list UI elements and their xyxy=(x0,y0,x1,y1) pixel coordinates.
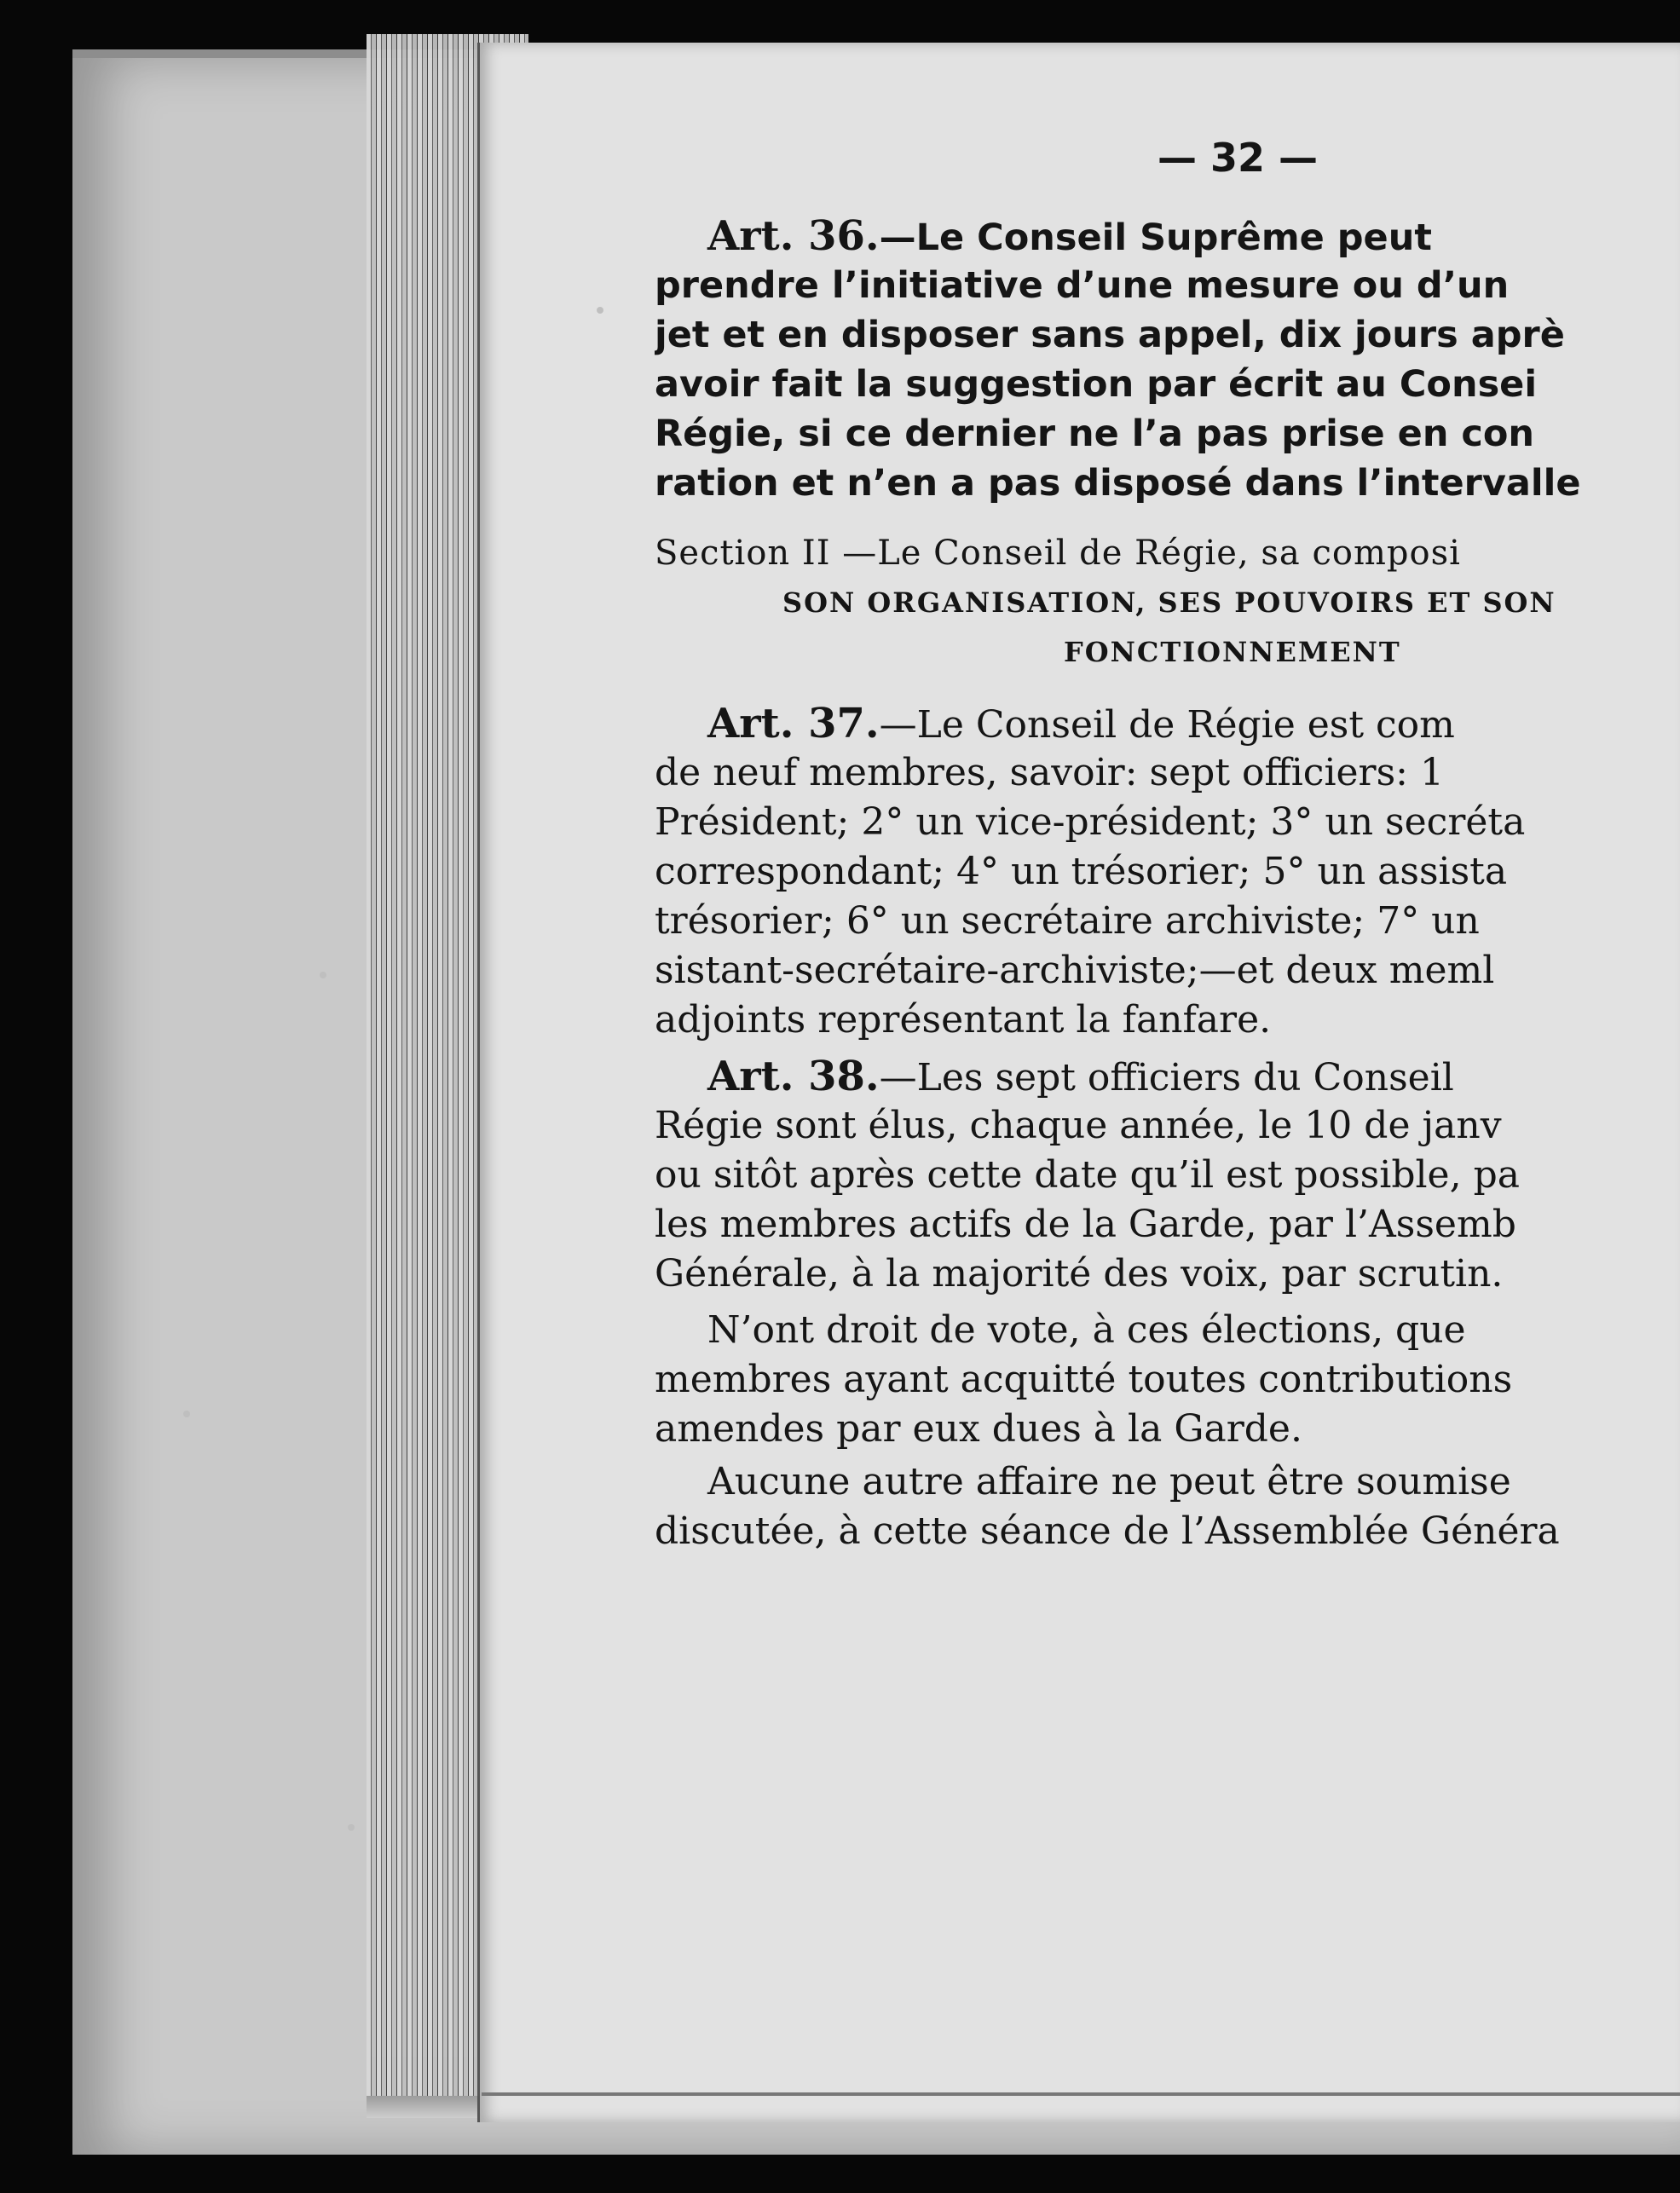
section-subtitle: FONCTIONNEMENT xyxy=(1064,636,1401,668)
speck xyxy=(597,307,603,314)
article-label: Art. 36. xyxy=(707,212,880,260)
text-line: de neuf membres, savoir: sept officiers: 1 xyxy=(655,751,1444,794)
text-line: Régie, si ce dernier ne l’a pas prise en con xyxy=(655,413,1535,455)
page-number: — 32 — xyxy=(1158,135,1319,181)
text-line: Générale, à la majorité des voix, par scrutin. xyxy=(655,1252,1504,1296)
text-line: les membres actifs de la Garde, par l’Assemb xyxy=(655,1203,1516,1246)
article-36 xyxy=(655,211,1680,508)
section-ii-heading xyxy=(655,528,1680,677)
text-line: Président; 2° un vice-président; 3° un secréta xyxy=(655,800,1526,844)
page-text xyxy=(655,128,1680,1556)
article-text: —Le Conseil de Régie est com xyxy=(879,703,1455,747)
text-line: ou sitôt après cette date qu’il est possible, pa xyxy=(655,1153,1520,1197)
section-subtitle: SON ORGANISATION, SES POUVOIRS ET SON xyxy=(782,586,1556,619)
text-line xyxy=(655,211,1680,261)
text-line: prendre l’initiative d’une mesure ou d’un xyxy=(655,264,1510,307)
article-38 xyxy=(655,1052,1680,1299)
text-line: amendes par eux dues à la Garde. xyxy=(655,1407,1302,1451)
text-line xyxy=(655,1052,1680,1101)
section-title: Section II —Le Conseil de Régie, sa composi xyxy=(655,534,1461,573)
text-line xyxy=(655,699,1680,748)
text-line: correspondant; 4° un trésorier; 5° un assista xyxy=(655,850,1508,893)
speck xyxy=(348,1824,355,1831)
speck xyxy=(320,972,326,978)
paragraph-voting-rights xyxy=(655,1306,1680,1454)
text-line: jet et en disposer sans appel, dix jours aprè xyxy=(655,314,1565,356)
text-line: ration et n’en a pas disposé dans l’intervalle xyxy=(655,462,1581,505)
text-line: membres ayant acquitté toutes contributions xyxy=(655,1358,1513,1401)
article-text: —Les sept officiers du Conseil xyxy=(879,1056,1454,1099)
article-37 xyxy=(655,699,1680,1045)
text-line: sistant-secrétaire-archiviste;—et deux meml xyxy=(655,949,1495,992)
text-line: trésorier; 6° un secrétaire archiviste; 7° un xyxy=(655,899,1480,943)
text-line: Régie sont élus, chaque année, le 10 de janv xyxy=(655,1104,1502,1147)
paragraph-other-business xyxy=(655,1457,1680,1556)
text-line: avoir fait la suggestion par écrit au Consei xyxy=(655,363,1538,406)
text-line: N’ont droit de vote, à ces élections, que xyxy=(707,1308,1466,1352)
text-line: discutée, à cette séance de l’Assemblée Généra xyxy=(655,1509,1560,1553)
speck xyxy=(183,1411,190,1417)
text-line: adjoints représentant la fanfare. xyxy=(655,998,1272,1042)
article-text: —Le Conseil Suprême peut xyxy=(879,216,1432,259)
article-label: Art. 37. xyxy=(707,700,880,747)
article-label: Art. 38. xyxy=(707,1053,880,1100)
text-line: Aucune autre affaire ne peut être soumise xyxy=(707,1460,1511,1503)
page-bottom-edge xyxy=(482,2092,1680,2096)
